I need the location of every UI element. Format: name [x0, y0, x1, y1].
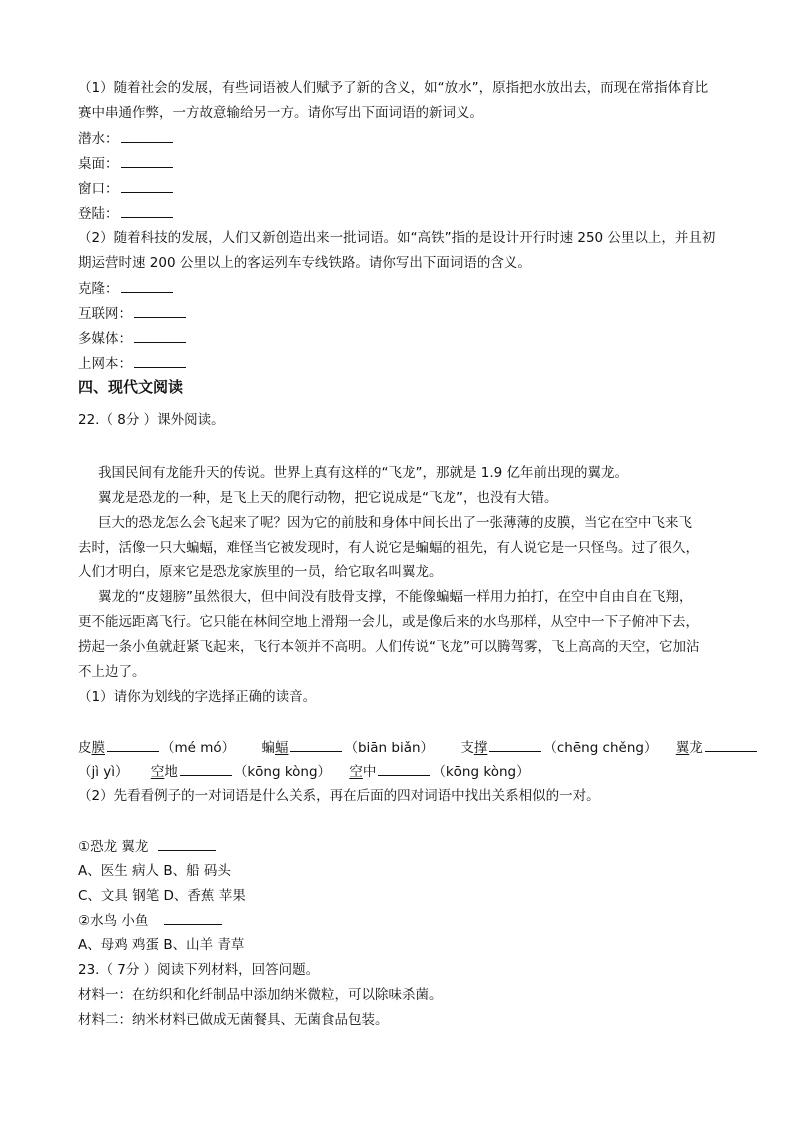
q21-part1-item: [78, 178, 175, 199]
pinyin-item: [78, 740, 235, 756]
passage-line: 更不能远距离飞行。它只能在林间空地上滑翔一会儿，或是像后来的水鸟那样，从空中一下子俯冲下去，: [78, 614, 699, 630]
answer-blank[interactable]: [164, 910, 222, 925]
pinyin-options: （chēng chěng）: [543, 740, 658, 756]
answer-blank[interactable]: [158, 836, 216, 851]
q21-part1-item: [78, 128, 175, 149]
item-label: 潜水：: [78, 131, 119, 147]
pinyin-item: [261, 740, 434, 756]
item-label: 互联网：: [78, 306, 132, 322]
pinyin-options: （mé mó）: [161, 740, 236, 756]
q21-part1-text-line1: （1）随着社会的发展，有些词语被人们赋予了新的含义，如“放水”，原指把水放出去，而现在常指体育比: [78, 80, 709, 96]
answer-blank[interactable]: [705, 737, 757, 752]
item-label: 桌面：: [78, 156, 119, 172]
option-line: C、文具 钢笔 D、香蕉 苹果: [78, 888, 246, 904]
item-label: 登陆：: [78, 206, 119, 222]
option-line: A、医生 病人 B、船 码头: [78, 863, 231, 879]
word-char: 地: [164, 764, 178, 780]
underlined-char: 空: [349, 764, 363, 780]
pinyin-item: [676, 740, 759, 756]
item-label: 多媒体：: [78, 331, 132, 347]
passage-line: 捞起一条小鱼就赶紧飞起来，飞行本领并不高明。人们传说“飞龙”可以腾驾雾，飞上高高的天空，它加沾: [78, 639, 700, 655]
item-label: 窗口：: [78, 181, 119, 197]
q21-part2-item: [78, 353, 188, 374]
answer-blank[interactable]: [134, 303, 186, 318]
passage-line: 翼龙是恐龙的一种，是飞上天的爬行动物，把它说成是“飞龙”，也没有大错。: [98, 490, 558, 506]
answer-blank[interactable]: [107, 737, 159, 752]
answer-blank[interactable]: [489, 737, 541, 752]
example-text: ②水鸟 小鱼: [78, 913, 149, 929]
word-char: 中: [362, 764, 377, 780]
underlined-char: 空: [150, 764, 165, 780]
passage-line: 不上边了。: [78, 664, 146, 680]
example-pair: [78, 836, 218, 857]
q21-part2-text-line1: （2）随着科技的发展，人们又新创造出来一批词语。如“高铁”指的是设计开行时速 250 公里以上，并且初: [78, 230, 716, 246]
q21-part2-item: [78, 278, 175, 299]
q22-header: 22.（ 8分 ）课外阅读。: [78, 412, 225, 428]
passage-line: 巨大的恐龙怎么会飞起来了呢？因为它的前肢和身体中间长出了一张薄薄的皮膜，当它在空中飞来飞: [98, 515, 692, 531]
answer-blank[interactable]: [180, 761, 232, 776]
q21-part1-item: [78, 153, 175, 174]
underlined-char: 撑: [473, 740, 488, 756]
passage-line: 翼龙的“皮翅膀”虽然很大，但中间没有肢骨支撑，不能像蝙蝠一样用力拍打，在空中自由自在飞翔，: [98, 589, 693, 605]
word-char: 龙: [689, 740, 703, 756]
word-char: 皮: [78, 740, 92, 756]
passage-line: 人们才明白，原来它是恐龙家族里的一员，给它取名叫翼龙。: [78, 564, 443, 580]
passage-line: 我国民间有龙能升天的传说。世界上真有这样的“飞龙”，那就是 1.9 亿年前出现的翼龙。: [98, 465, 629, 481]
q21-part2-item: [78, 303, 188, 324]
answer-blank[interactable]: [121, 178, 173, 193]
item-label: 上网本：: [78, 356, 132, 372]
q23-header: 23.（ 7分 ）阅读下列材料，回答问题。: [78, 962, 320, 978]
section-heading: 四、现代文阅读: [78, 378, 184, 396]
pinyin-item: [460, 740, 657, 756]
pinyin-options: （biān biǎn）: [344, 740, 435, 756]
pinyin-item: [151, 764, 331, 780]
example-text: ①恐龙 翼龙: [78, 839, 149, 855]
pinyin-options: （jì yì）: [78, 764, 129, 780]
pinyin-item: [349, 764, 529, 780]
passage-line: 去时，活像一只大蝙蝠，难怪当它被发现时，有人说它是蝙蝠的祖先，有人说它是一只怪鸟。过了很久，: [78, 540, 699, 556]
q22-sub2: （2）先看看例子的一对词语是什么关系，再在后面的四对词语中找出关系相似的一对。: [78, 788, 600, 804]
option-line: A、母鸡 鸡蛋 B、山羊 青草: [78, 937, 245, 953]
example-pair: [78, 910, 224, 931]
pinyin-row: [78, 761, 530, 782]
answer-blank[interactable]: [121, 278, 173, 293]
pinyin-row: [78, 737, 759, 758]
answer-blank[interactable]: [134, 353, 186, 368]
answer-blank[interactable]: [378, 761, 430, 776]
answer-blank[interactable]: [290, 737, 342, 752]
q22-sub1: （1）请你为划线的字选择正确的读音。: [78, 689, 317, 705]
pinyin-options: （kōng kòng）: [233, 764, 332, 780]
item-label: 克隆：: [78, 281, 119, 297]
material-line: 材料二：纳米材料已做成无菌餐具、无菌食品包装。: [78, 1012, 389, 1028]
underlined-char: 蝠: [274, 740, 289, 756]
material-line: 材料一：在纺织和化纤制品中添加纳米微粒，可以除味杀菌。: [78, 987, 443, 1003]
pinyin-options: （kōng kòng）: [432, 764, 530, 780]
answer-blank[interactable]: [121, 153, 173, 168]
q21-part2-text-line2: 期运营时速 200 公里以上的客运列车专线铁路。请你写出下面词语的含义。: [78, 255, 531, 271]
answer-blank[interactable]: [134, 328, 186, 343]
underlined-char: 膜: [91, 740, 105, 756]
word-char: 支: [460, 740, 474, 756]
answer-blank[interactable]: [121, 203, 173, 218]
word-char: 蝙: [261, 740, 275, 756]
q21-part2-item: [78, 328, 188, 349]
answer-blank[interactable]: [121, 128, 173, 143]
q21-part1-item: [78, 203, 175, 224]
q21-part1-text-line2: 赛中串通作弊，一方故意输给另一方。请你写出下面词语的新词义。: [78, 105, 483, 121]
underlined-char: 翼: [675, 740, 690, 756]
